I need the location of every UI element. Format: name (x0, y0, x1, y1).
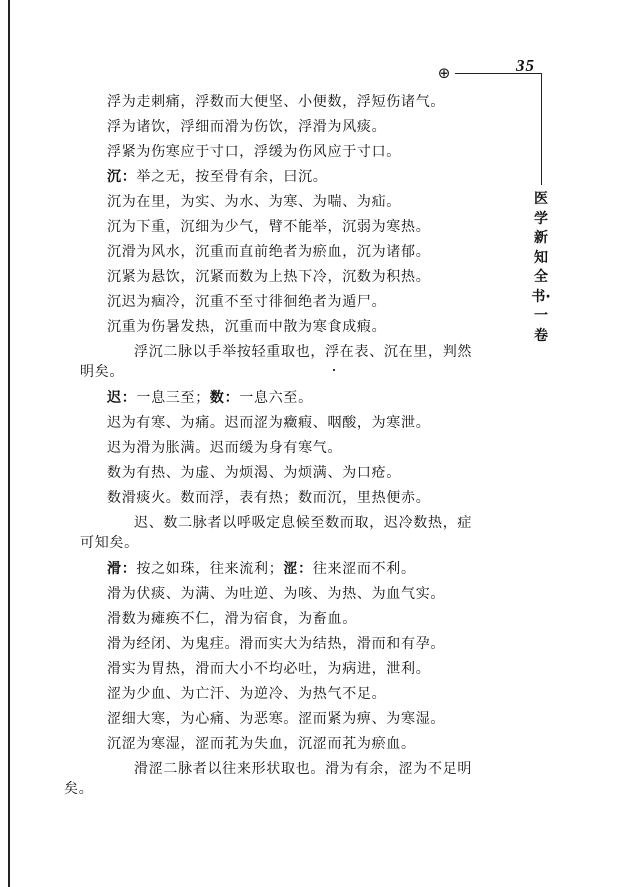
text-line (107, 388, 313, 408)
text-line: 滑为伏痰、为满、为吐逆、为咳、为热、为血气实。 (107, 586, 446, 602)
term-definition: 一息三至； (136, 390, 210, 406)
term-heading: 迟： (107, 390, 137, 406)
text-line: 浮紧为伤寒应于寸口，浮缓为伤风应于寸口。 (107, 144, 401, 160)
text-line: 沉滑为风水，沉重而直前绝者为瘀血，沉为诸郁。 (107, 244, 431, 260)
term-heading: 沉： (107, 169, 137, 185)
text-line: 浮为诸饮，浮细而滑为伤饮，浮滑为风痰。 (107, 119, 387, 135)
paragraph-line: 迟、数二脉者以呼吸定息候至数而取，迟冷数热，症 (134, 515, 473, 531)
paragraph-line: 明矣。 (80, 364, 125, 380)
page-number: 35 (516, 56, 535, 75)
term-definition: 举之无，按至骨有余，曰沉。 (136, 169, 328, 185)
term-heading: 数： (209, 390, 240, 406)
text-line: 沉迟为痼冷，沉重不至寸徘徊绝者为遁尸。 (107, 294, 387, 310)
text-line: 滑为经闭、为鬼疰。滑而实大为结热，滑而和有孕。 (107, 636, 446, 652)
text-line: 沉紧为悬饮，沉紧而数为上热下冷，沉数为积热。 (107, 269, 431, 285)
term-definition: 按之如珠，往来流利； (136, 561, 284, 577)
text-line (107, 167, 328, 187)
page-border-line (8, 0, 10, 887)
header-ornament-icon: ⊕ (437, 64, 451, 82)
term-heading: 滑： (107, 561, 137, 577)
text-line: 滑数为瘫痪不仁，滑为宿食，为畜血。 (107, 611, 357, 627)
stray-dot (333, 369, 335, 371)
paragraph-line: 浮沉二脉以手举按轻重取也，浮在表、沉在里，判然 (134, 344, 473, 360)
paragraph-line: 矣。 (64, 781, 94, 797)
text-line: 浮为走刺痛，浮数而大便坚、小便数，浮短伤诸气。 (107, 94, 446, 110)
text-line: 迟为有寒、为痛。迟而涩为癥瘕、咽酸，为寒泄。 (107, 415, 431, 431)
paragraph-line: 滑涩二脉者以往来形状取也。滑为有余，涩为不足明 (134, 761, 473, 777)
text-line: 沉重为伤暑发热，沉重而中散为寒食成瘕。 (107, 319, 387, 335)
book-side-title: 医学新知全书·一卷 (531, 191, 551, 344)
text-line: 沉为在里，为实、为水、为寒、为喘、为疝。 (107, 194, 401, 210)
text-line: 数滑痰火。数而浮，表有热；数而沉，里热便赤。 (107, 490, 431, 506)
term-definition: 往来涩而不利。 (312, 561, 416, 577)
text-line: 沉为下重，沉细为少气，臂不能举，沉弱为寒热。 (107, 219, 431, 235)
text-line: 涩细大寒，为心痛、为恶寒。涩而紧为痹、为寒湿。 (107, 711, 446, 727)
paragraph-line: 可知矣。 (80, 535, 139, 551)
text-line: 数为有热、为虚、为烦渴、为烦满、为口疮。 (107, 465, 401, 481)
text-line: 沉涩为寒湿，涩而芤为失血，沉涩而芤为瘀血。 (107, 736, 416, 752)
side-rule (541, 73, 542, 185)
term-heading: 涩： (283, 561, 313, 577)
text-line: 涩为少血、为亡汗、为逆冷、为热气不足。 (107, 686, 387, 702)
text-line: 迟为滑为胀满。迟而缓为身有寒气。 (107, 440, 343, 456)
term-definition: 一息六至。 (239, 390, 313, 406)
text-line (107, 559, 416, 579)
text-line: 滑实为胃热，滑而大小不均必吐，为病进，泄利。 (107, 661, 431, 677)
